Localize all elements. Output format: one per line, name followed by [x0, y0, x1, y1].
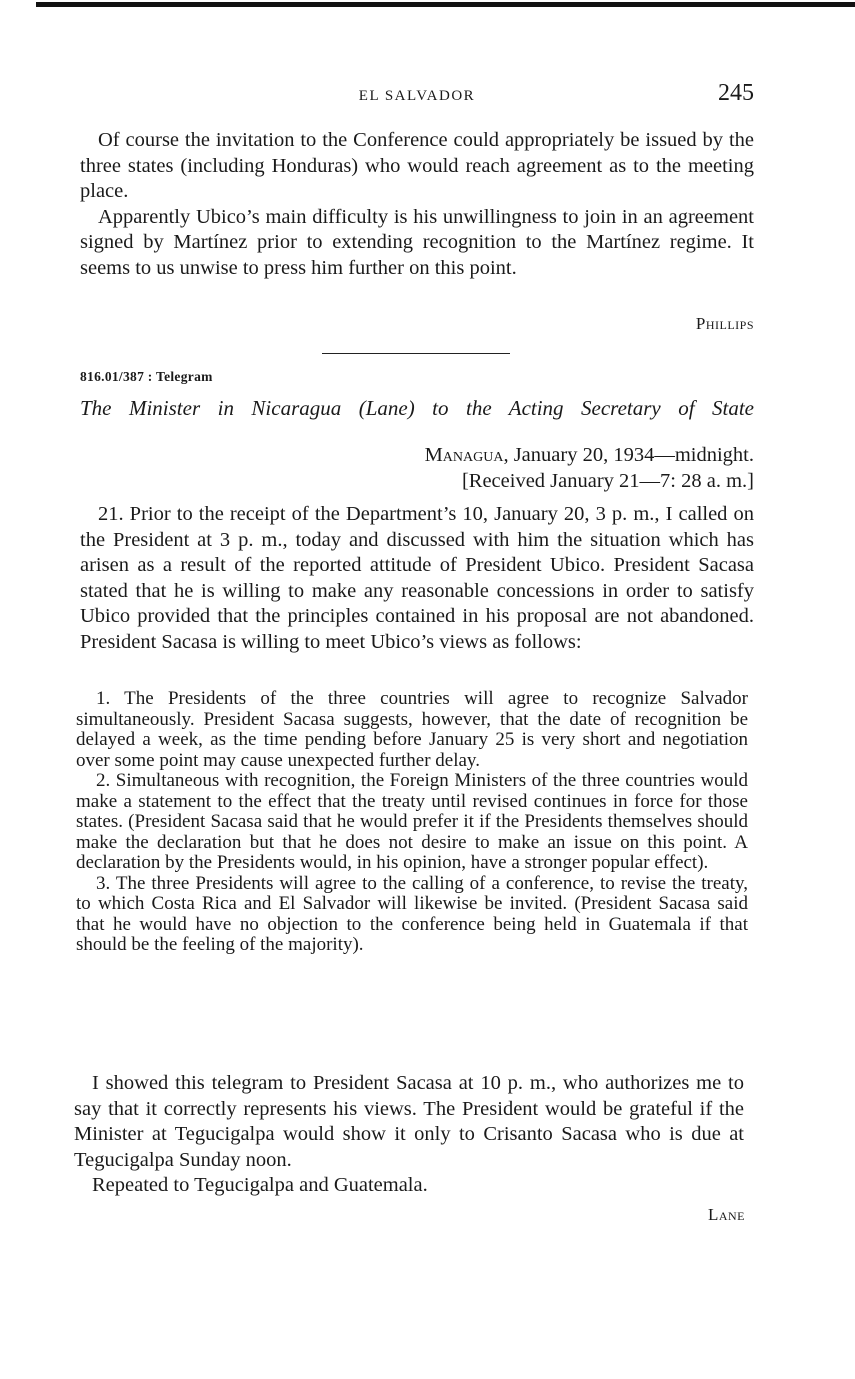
- intro-paragraph: Apparently Ubico’s main difficulty is his unwillingness to join in an agreement signed by Martínez prior to extending recognition to the Martínez regime. It seems to us unwise to press him further on this point.: [80, 205, 754, 279]
- intro-text: [80, 128, 754, 281]
- received-line: [Received January 21—7: 28 a. m.]: [461, 469, 754, 492]
- closing-paragraph: I showed this telegram to President Sacasa at 10 p. m., who authorizes me to say that it correctly represents his views. The President would be grateful if the Minister at Tegucigalpa would show it only to Crisanto Sacasa who is due at Tegucigalpa Sunday noon.: [74, 1072, 744, 1171]
- list-item: 1. The Presidents of the three countries will agree to recognize Salvador simultaneously. President Sacasa suggests, however, that the date of recognition be delayed a week, as the time pending before January 25 is very short and negotiation over some point may cause unexpected further delay.: [76, 688, 748, 771]
- closing-text: [74, 1071, 744, 1199]
- intro-paragraph: Of course the invitation to the Conference could appropriately be issued by the three states (including Honduras) who would reach agreement as to the meeting place.: [80, 129, 754, 202]
- file-number: 816.01/387 : Telegram: [80, 369, 213, 384]
- list-item: 3. The three Presidents will agree to the calling of a conference, to revise the treaty, to which Costa Rica and El Salvador will likewise be invited. (President Sacasa said that he would have no objection to the conference being held in Guatemala if that should be the feeling of the majority).: [76, 872, 748, 955]
- numbered-list: [76, 689, 748, 956]
- body-text: [80, 502, 754, 655]
- place: Managua: [424, 444, 504, 466]
- dateline: [425, 443, 754, 494]
- signature-lane: Lane: [707, 1205, 745, 1224]
- page-number: 245: [718, 80, 754, 106]
- top-rule: [36, 2, 855, 7]
- list-item: 2. Simultaneous with recognition, the Foreign Ministers of the three countries would make a statement to the effect that the treaty until revised continues in force for those states. (President Sacasa said that he would prefer it if the Presidents themselves should make the declaration but that he does not desire to make an issue on this point. A declaration by the Presidents would, in his opinion, have a stronger popular effect).: [76, 770, 748, 873]
- closing-paragraph: Repeated to Tegucigalpa and Guatemala.: [92, 1174, 428, 1196]
- running-title: EL SALVADOR: [358, 88, 476, 104]
- section-divider: [322, 353, 510, 354]
- page-header: [80, 82, 754, 112]
- body-paragraph: 21. Prior to the receipt of the Department’s 10, January 20, 3 p. m., I called on the President at 3 p. m., today and discussed with him the situation which has arisen as a result of the reported attitude of President Ubico. President Sacasa stated that he is willing to make any reasonable concessions in order to satisfy Ubico provided that the principles contained in his proposal are not abandoned. President Sacasa is willing to meet Ubico’s views as follows:: [80, 503, 754, 653]
- date: , January 20, 1934—midnight.: [503, 444, 754, 466]
- document-title: The Minister in Nicaragua (Lane) to the Acting Secretary of State: [80, 396, 754, 420]
- signature-phillips: Phillips: [695, 314, 754, 333]
- date-line: [425, 443, 754, 469]
